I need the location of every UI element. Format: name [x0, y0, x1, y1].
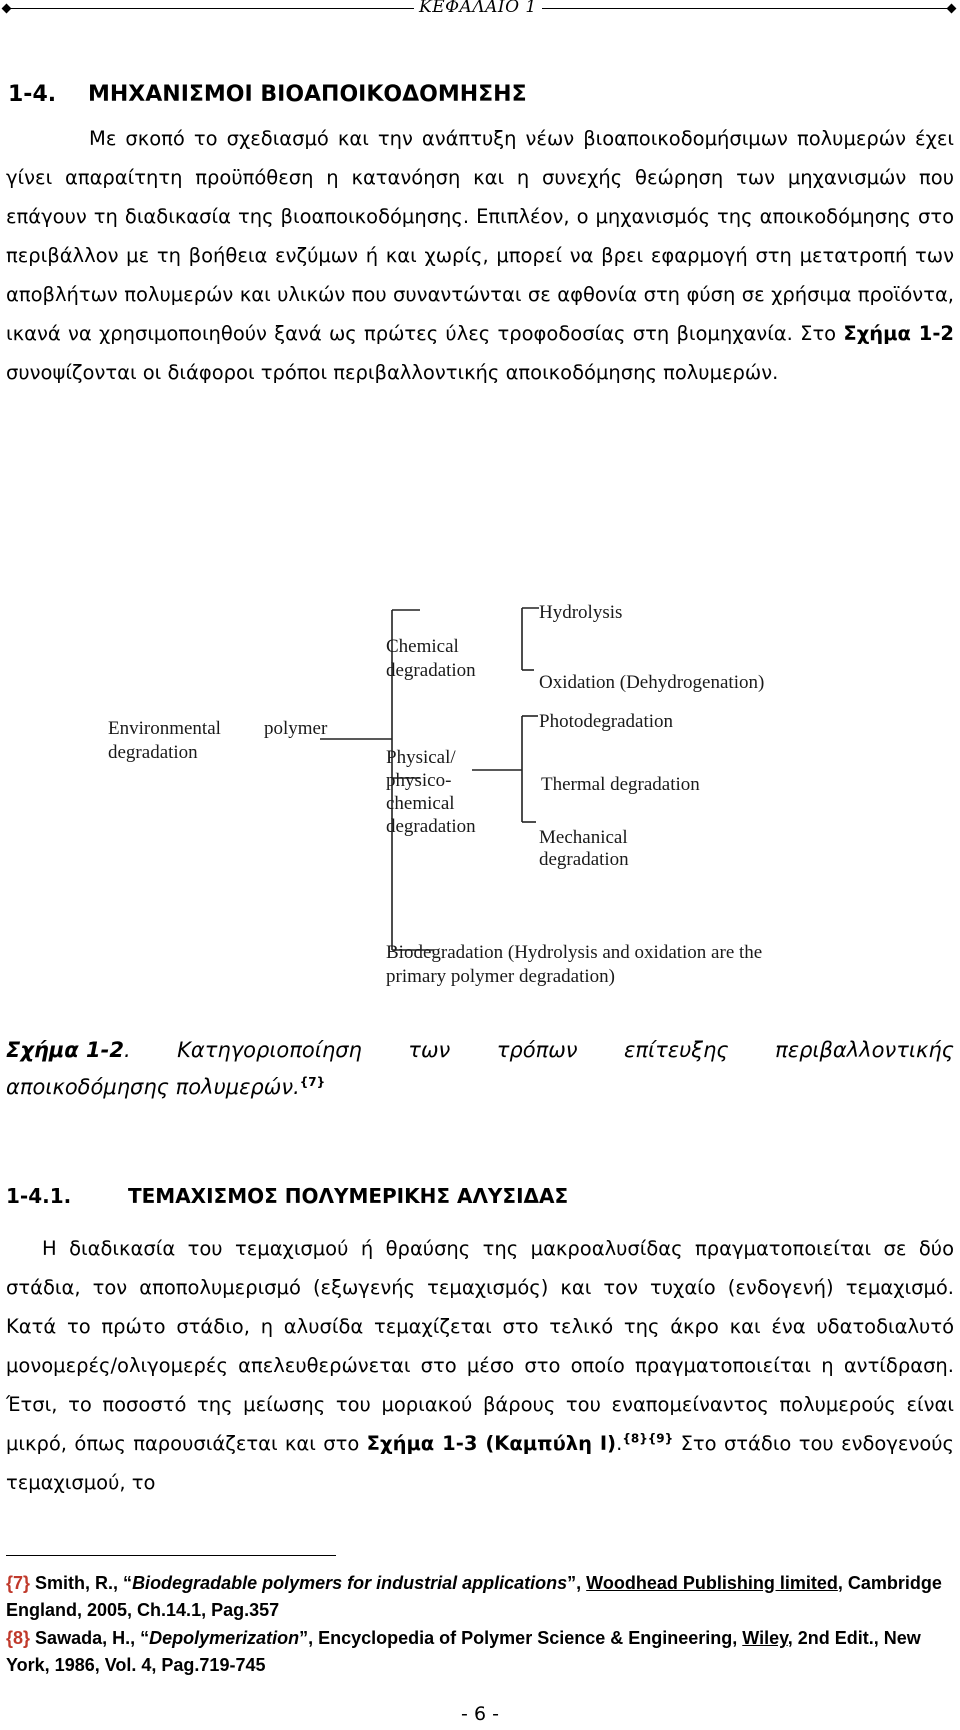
footnote-7: {7} Smith, R., “Biodegradable polymers for industrial applications”, Woodhead Publishing limited, Cambridge England, 2005, Ch.14.1, Pag.357	[6, 1573, 942, 1620]
intro-text-a: Με σκοπό το σχεδιασμό και την ανάπτυξη νέων βιοαποικοδομήσιμων πολυμερών έχει γίνει απαραίτητη προϋπόθεση η κατανόηση και η συνεχής θεώρηση των μηχανισμών που επάγουν τη διαδικασία της βιοαποικοδόμησης. Επιπλέον, ο μηχανισμός της αποικοδόμησης στο περιβάλλον με τη βοήθεια ενζύμων ή και χωρίς, μπορεί να βρει εφαρμογή στη μετατροπή των αποβλήτων πολυμερών και υλικών που συναντώνται σε αφθονία στη φύση σε χρήσιμα προϊόντα, ικανά να χρησιμοποιηθούν ξανά ως πρώτες ύλες τροφοδοσίας στη βιομηχανία. Στο	[6, 127, 954, 345]
root-label-word2: polymer	[264, 718, 328, 739]
section-number: 1-4.	[8, 82, 57, 107]
physical-label-3: chemical	[386, 793, 455, 814]
physical-label-2: physico-	[386, 770, 452, 791]
chemical-label-1: Chemical	[386, 636, 459, 657]
header-diamond-right	[947, 4, 957, 14]
inline-refs: {8}{9}	[622, 1431, 674, 1446]
leaf-mechanical-2: degradation	[539, 849, 629, 870]
caption-line2: αποικοδόμησης πολυμερών.	[6, 1075, 300, 1099]
root-label-line2: degradation	[108, 742, 198, 763]
figure-ref-bold: Σχήμα 1-2	[843, 322, 955, 345]
header-diamond-left	[2, 4, 12, 14]
footnote-mark: {8}	[6, 1628, 31, 1648]
page-number: - 6 -	[461, 1703, 499, 1725]
leaf-biodegradation-2: primary polymer degradation)	[386, 966, 615, 987]
running-header: ΚΕΦΑΛΑΙΟ 1	[414, 0, 542, 17]
subsection-paragraph: Η διαδικασία του τεμαχισμού ή θραύσης της μακροαλυσίδας πραγματοποιείται σε δύο στάδια, τον αποπολυμερισμό (εξωγενής τεμαχισμός) και τον τυχαίο (ενδογενή) τεμαχισμό. Κατά το πρώτο στάδιο, η αλυσίδα τεμαχίζεται στο τελικό της άκρο και ένα υδατοδιαλυτό μονομερές/ολιγομερές απελευθερώνεται στο μέσο στο οποίο πραγματοποιείται η αντίδραση. Έτσι, το ποσοστό της μείωσης του μοριακού βάρους του εναπομείναντος πολυμερούς είναι μικρό, όπως παρουσιάζεται και στο Σχήμα 1-3 (Καμπύλη Ι).$^{\{8\}\{9\}}$ Στο στάδιο του ενδογενούς τεμαχισμού, το	[6, 1237, 954, 1494]
footnote-rule	[6, 1555, 336, 1556]
section-title: ΜΗΧΑΝΙΣΜΟΙ ΒΙΟΑΠΟΙΚΟΔΟΜΗΣΗΣ	[88, 82, 527, 107]
leaf-biodegradation-1: Biodegradation (Hydrolysis and oxidation are the	[386, 942, 763, 963]
publisher-link: Wiley	[742, 1628, 788, 1648]
leaf-hydrolysis: Hydrolysis	[539, 602, 623, 623]
publisher-link: Woodhead Publishing limited	[586, 1573, 838, 1593]
intro-text-b: συνοψίζονται οι διάφοροι τρόποι περιβαλλοντικής αποικοδόμησης πολυμερών.	[6, 361, 779, 384]
leaf-thermal: Thermal degradation	[541, 774, 700, 795]
intro-paragraph	[6, 119, 954, 392]
physical-label-4: degradation	[386, 816, 476, 837]
caption-ref: {7}	[299, 1075, 326, 1089]
degradation-tree-diagram	[100, 590, 880, 990]
footnote-mark: {7}	[6, 1573, 31, 1593]
subsection-number: 1-4.1.	[6, 1184, 72, 1208]
figure-caption: Σχήμα 1-2. Κατηγοριοποίηση των τρόπων επίτευξης περιβαλλοντικής αποικοδόμησης πολυμερών.$^{\{7\}}$	[6, 1038, 954, 1099]
subsection-title: ΤΕΜΑΧΙΣΜΟΣ ΠΟΛΥΜΕΡΙΚΗΣ ΑΛΥΣΙΔΑΣ	[128, 1184, 569, 1208]
caption-label: Σχήμα 1-2	[6, 1038, 124, 1062]
root-label-line1: Environmental	[108, 718, 221, 739]
figure-ref-bold-2: Σχήμα 1-3 (Καμπύλη Ι)	[366, 1432, 617, 1455]
leaf-mechanical-1: Mechanical	[539, 827, 628, 848]
leaf-photodegradation: Photodegradation	[539, 711, 674, 732]
subsection-heading	[6, 1184, 568, 1208]
chemical-label-2: degradation	[386, 660, 476, 681]
footnote-8: {8} Sawada, H., “Depolymerization”, Encyclopedia of Polymer Science & Engineering, Wiley, 2nd Edit., New York, 1986, Vol. 4, Pag.719-745	[6, 1628, 921, 1675]
physical-label-1: Physical/	[386, 747, 456, 768]
leaf-oxidation: Oxidation (Dehydrogenation)	[539, 672, 765, 693]
section-heading	[8, 82, 527, 107]
